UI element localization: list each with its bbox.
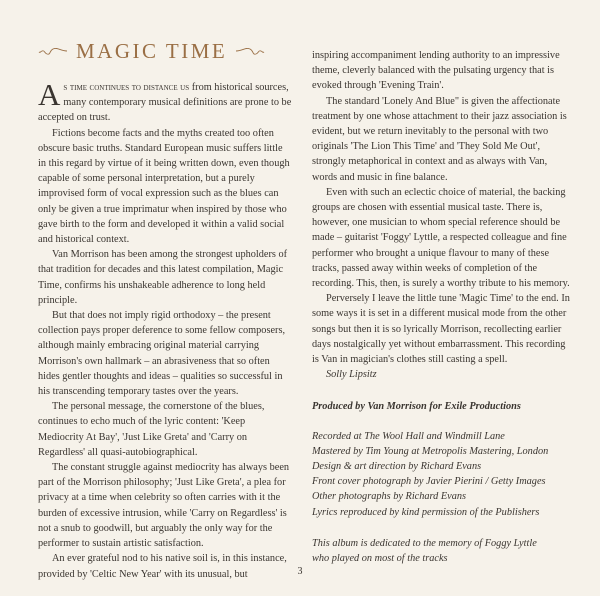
intro-text: from historical sources, many contemporary musical definitions are prone to be accepted on trust. bbox=[38, 82, 292, 124]
body-paragraph: Van Morrison has been among the strongest upholders of that tradition for decades and this latest compilation, Magic Time, confirms his unshakeable adherence to long held principle. bbox=[38, 249, 288, 306]
body-paragraph: The constant struggle against mediocrity has always been part of the Morrison philosophy; 'Just Like Greta', a plea for privacy at a time when celebrity so often carries with it the burden of excessive intrusion, while 'Carry on Regardless' is not a snub to goodwill, but arguably the only way for the performer to sustain artistic satisfaction. bbox=[38, 462, 290, 550]
title-row bbox=[38, 34, 292, 68]
dedication-line: This album is dedicated to the memory of Foggy Lyttle bbox=[312, 537, 537, 549]
signature: Solly Lipsitz bbox=[326, 369, 377, 381]
continuation-paragraph: inspiring accompaniment lending authority to an impressive theme, cleverly balanced with the pulsating urgency that is evoked through 'Evening Train'. bbox=[312, 50, 560, 92]
body-paragraph: But that does not imply rigid orthodoxy – the present collection pays proper deference to some fellow composers, although mainly embracing original material carrying Morrison's own hallmark – an abrasiveness that so often hides gentler thoughts and ideas – qualities so successful in his transcending temporary tastes over the years. bbox=[38, 310, 286, 398]
credit-line: Design & art direction by Richard Evans bbox=[312, 461, 482, 473]
body-paragraph: The personal message, the cornerstone of the blues, continues to echo much of the lyric content: 'Keep Mediocrity At Bay', 'Just Like Greta' and 'Carry on Regardless' all quasi-autobiographical. bbox=[38, 401, 265, 458]
credit-line: Lyrics reproduced by kind permission of the Publishers bbox=[312, 506, 540, 518]
dedication-line: who played on most of the tracks bbox=[312, 553, 448, 565]
body-paragraph: Fictions become facts and the myths created too often obscure basic truths. Standard European music suffers little in this regard by virtue of it being written down, even though capable of some personal interpretation, but a purely improvised form of vocal expression such as the blues can only be given a true imprimatur when inspired by those who gave birth to the form and developed it within a valid social and historical context. bbox=[38, 127, 290, 246]
page-number: 3 bbox=[297, 566, 303, 577]
right-column bbox=[312, 48, 570, 566]
credit-line: Other photographs by Richard Evans bbox=[312, 491, 467, 503]
body-paragraph: The standard 'Lonely And Blue" is given the affectionate treatment by one whose attachment to their jazz association is evident, but we return inevitably to the personal with two originals 'The Lion This Time' and 'They Sold Me Out', strongly metaphorical in context and as always with Van, words and music in fine balance. bbox=[312, 95, 567, 183]
intro-paragraph bbox=[38, 77, 292, 126]
credits-block bbox=[312, 429, 570, 520]
left-column bbox=[38, 77, 292, 582]
body-paragraph: Even with such an eclectic choice of material, the backing groups are chosen with essential musical taste. There is, however, one musician to whom special reference should be made – guitarist 'Foggy' Lyttle, a respected colleague and fine performer who brought a unique flavour to many of these tracks, passed away within weeks of completion of the recording. This, then, is surely a worthy tribute to his memory. bbox=[312, 186, 570, 290]
credit-line: Mastered by Tim Young at Metropolis Mastering, London bbox=[312, 445, 549, 457]
right-scroll-ornament-icon bbox=[235, 46, 265, 56]
dedication-block bbox=[312, 536, 570, 566]
page-title: MAGIC TIME bbox=[76, 38, 228, 63]
drop-cap: A bbox=[38, 77, 61, 112]
credit-line: Front cover photograph by Javier Pierini / Getty Images bbox=[312, 476, 546, 488]
produced-by-line: Produced by Van Morrison for Exile Productions bbox=[312, 401, 521, 413]
credit-line: Recorded at The Wool Hall and Windmill Lane bbox=[312, 430, 505, 442]
left-scroll-ornament-icon bbox=[38, 46, 68, 56]
body-paragraph: An ever grateful nod to his native soil is, in this instance, provided by 'Celtic New Year' with its unusual, but bbox=[38, 553, 287, 580]
body-paragraph: Perversely I leave the little tune 'Magic Time' to the end. In some ways it is set in a different musical mode from the other songs but then it is so lyrically Morrison, recollecting earlier days nostalgically yet without embarrassment. This recording is Van in magician's clothes still casting a spell. bbox=[312, 293, 570, 366]
intro-small-caps: s time continues to distance us bbox=[63, 82, 190, 93]
